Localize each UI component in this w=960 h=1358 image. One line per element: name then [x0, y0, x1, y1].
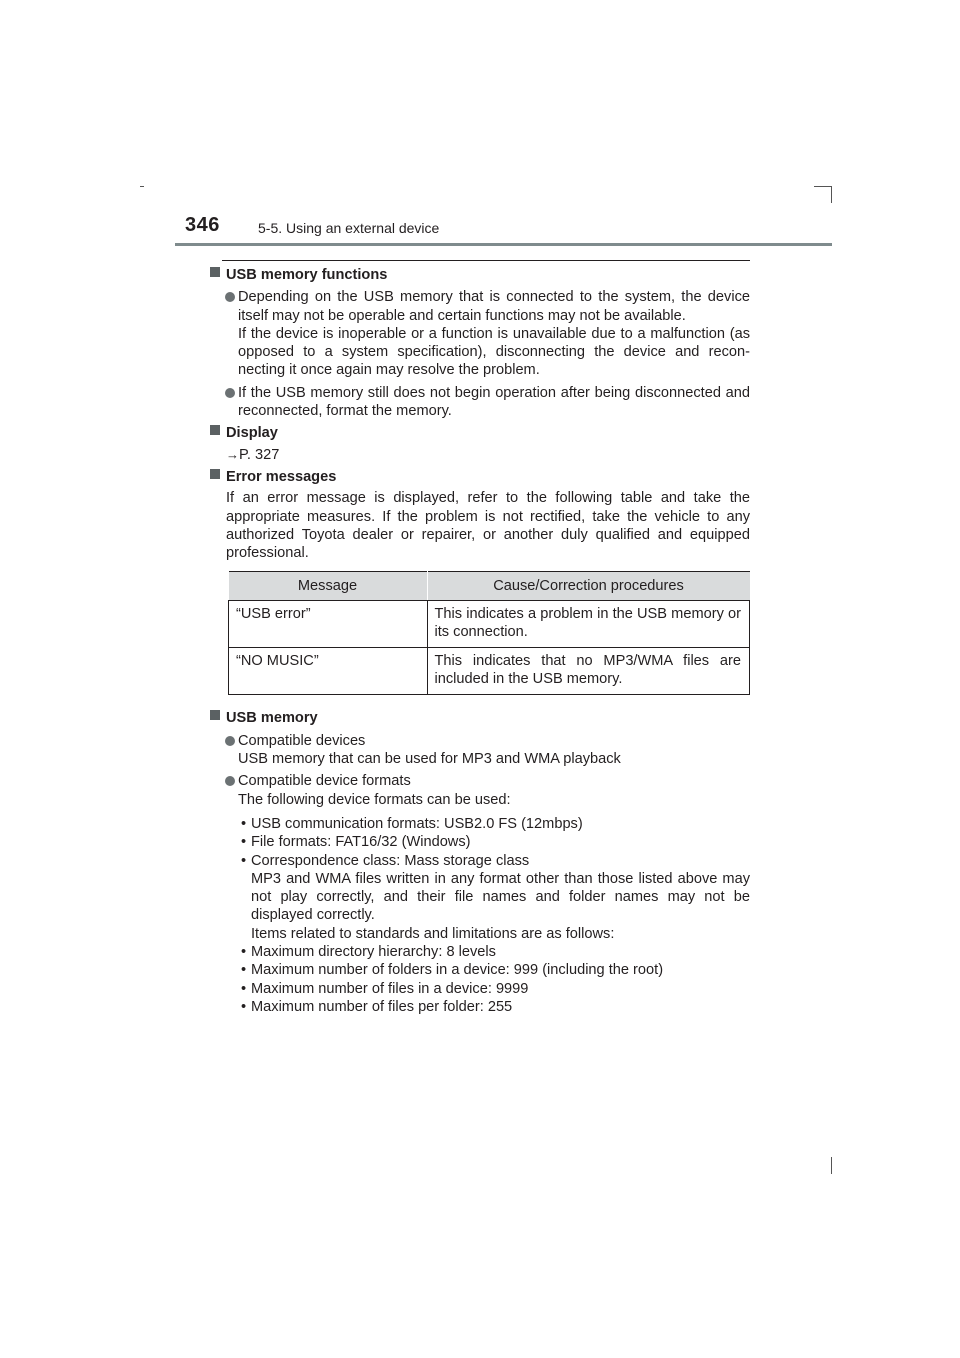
list-item — [238, 815, 750, 833]
list-item — [210, 384, 750, 421]
item-text: USB memory that can be used for MP3 and WMA playback — [238, 751, 621, 768]
page-reference-text: P. 327 — [239, 446, 280, 463]
section-square-marker — [210, 425, 220, 435]
section-square-marker — [210, 710, 220, 720]
section-title: 5-5. Using an external device — [258, 220, 440, 236]
table-row — [229, 601, 750, 648]
list-item-text: Maximum number of files per folder: 255 — [251, 998, 513, 1015]
item-title: Compatible devices — [238, 732, 366, 749]
page-number: 346 — [185, 214, 220, 236]
bullet-dot: • — [241, 962, 247, 979]
column-header-message: Message — [229, 572, 428, 601]
bullet-dot: • — [241, 834, 247, 851]
bullet-dot: • — [241, 998, 247, 1015]
page-reference — [226, 446, 750, 464]
content-top-rule — [222, 260, 750, 261]
section-heading: Display — [226, 425, 278, 442]
section-usb-memory — [210, 709, 750, 727]
list-item-text: Maximum number of folders in a device: 999 (including the root) — [251, 962, 664, 979]
bullet-circle-marker — [225, 388, 235, 398]
bullet-dot: • — [241, 980, 247, 997]
bullet-circle-marker — [225, 736, 235, 746]
paragraph: MP3 and WMA files written in any format other than those listed above may not play correctly, and their file names and folder names may not be displayed correctly. — [251, 870, 750, 924]
crop-mark-top-right-horizontal — [814, 186, 831, 187]
paragraph: If an error message is displayed, refer to the following table and take the appropriate measures. If the problem is not rectified, take the vehicle to any authorized Toyota dealer or repairer, or another duly qualified and equipped professional. — [226, 490, 750, 562]
paragraph: If the device is inoperable or a function is unavailable due to a malfunction (as opposed to a system specification), disconnecting the device and recon-necting it once again may resolve the problem. — [238, 325, 750, 379]
table-header-row — [229, 572, 750, 601]
page-content — [210, 266, 750, 1016]
item-title: Compatible device formats — [238, 773, 411, 790]
list-item-text: USB communication formats: USB2.0 FS (12mbps) — [251, 815, 583, 832]
list-item — [238, 961, 750, 979]
cause-cell: This indicates that no MP3/WMA files are included in the USB memory. — [427, 648, 750, 695]
section-square-marker — [210, 267, 220, 277]
section-error-messages — [210, 468, 750, 562]
list-item — [238, 980, 750, 998]
bullet-circle-marker — [225, 292, 235, 302]
list-item-text: Maximum number of files in a device: 9999 — [251, 980, 529, 997]
section-display — [210, 424, 750, 464]
crop-mark-left — [140, 186, 144, 187]
crop-mark-top-right-vertical — [831, 186, 832, 203]
message-cell: “NO MUSIC” — [229, 648, 428, 695]
bullet-dot: • — [241, 852, 247, 869]
paragraph: Items related to standards and limitations are as follows: — [251, 925, 615, 942]
header-rule — [175, 243, 832, 246]
crop-mark-bottom-right — [831, 1157, 832, 1174]
list-item — [210, 772, 750, 809]
list-item-text: Maximum directory hierarchy: 8 levels — [251, 944, 496, 961]
list-item — [238, 998, 750, 1016]
section-usb-memory-functions — [210, 266, 750, 284]
list-item-text: File formats: FAT16/32 (Windows) — [251, 834, 471, 851]
cause-cell: This indicates a problem in the USB memory or its connection. — [427, 601, 750, 648]
section-heading: Error messages — [226, 468, 337, 485]
table-row — [229, 648, 750, 695]
list-item — [238, 943, 750, 961]
paragraph: If the USB memory still does not begin operation after being disconnected and reconnected, format the memory. — [238, 384, 750, 420]
column-header-cause: Cause/Correction procedures — [427, 572, 750, 601]
section-heading: USB memory — [226, 710, 318, 727]
list-item-text: Correspondence class: Mass storage class — [251, 852, 530, 869]
list-item — [210, 732, 750, 769]
section-heading: USB memory functions — [226, 267, 388, 283]
message-cell: “USB error” — [229, 601, 428, 648]
bullet-circle-marker — [225, 776, 235, 786]
list-item — [238, 833, 750, 851]
bullet-dot: • — [241, 815, 247, 832]
error-message-table — [228, 571, 750, 695]
arrow-right-icon: → — [226, 446, 239, 462]
list-item — [238, 852, 750, 870]
paragraph: Depending on the USB memory that is connected to the system, the device itself may not be operable and certain functions may not be available. — [238, 289, 750, 324]
bullet-dot: • — [241, 944, 247, 961]
list-item — [210, 288, 750, 379]
section-square-marker — [210, 469, 220, 479]
item-text: The following device formats can be used: — [238, 791, 511, 808]
format-list — [210, 815, 750, 1016]
